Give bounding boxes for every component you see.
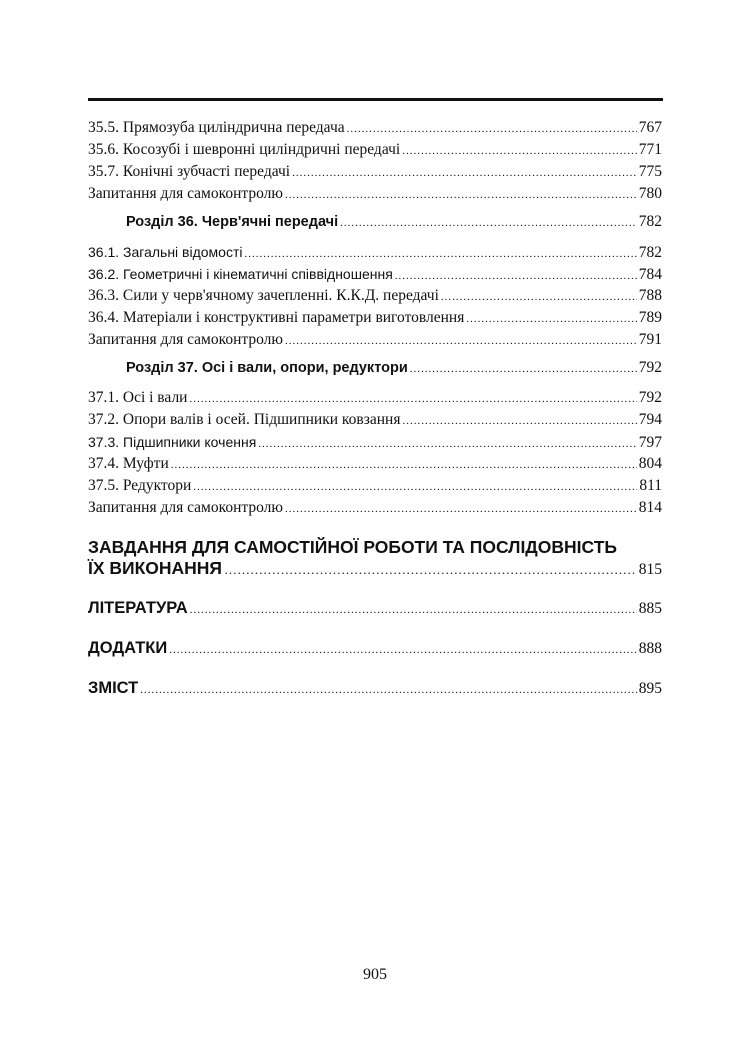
dot-leader bbox=[258, 433, 636, 455]
toc-major-tasks[interactable] bbox=[88, 537, 662, 579]
toc-section-36[interactable] bbox=[88, 211, 662, 233]
toc-entry-37-1[interactable] bbox=[88, 387, 662, 409]
major-contents-page: 895 bbox=[638, 680, 662, 697]
major-contents-title: ЗМІСТ bbox=[88, 679, 139, 697]
toc-entry-page: 791 bbox=[638, 331, 662, 348]
toc-entry-title: 37.5. Редуктори bbox=[88, 477, 192, 494]
toc-entry-page: 811 bbox=[639, 477, 662, 494]
toc-group-37 bbox=[88, 387, 662, 519]
section-page: 792 bbox=[638, 359, 662, 376]
dot-leader bbox=[245, 243, 637, 265]
section-title: Розділ 36. Черв'ячні передачі bbox=[126, 214, 339, 230]
table-of-contents bbox=[88, 117, 662, 699]
major-tasks-title-line1: ЗАВДАННЯ ДЛЯ САМОСТІЙНОЇ РОБОТИ ТА ПОСЛІДОВНІСТЬ bbox=[88, 537, 617, 557]
dot-leader bbox=[193, 476, 637, 498]
toc-entry-37-questions[interactable] bbox=[88, 497, 662, 519]
dot-leader bbox=[347, 118, 637, 140]
toc-entry-page: 797 bbox=[638, 434, 662, 451]
toc-major-literature[interactable] bbox=[88, 597, 662, 619]
dot-leader bbox=[395, 265, 637, 287]
page-number: 905 bbox=[363, 966, 387, 983]
toc-entry-page: 792 bbox=[638, 389, 662, 406]
toc-entry-title: 37.2. Опори валів і осей. Підшипники ковзання bbox=[88, 411, 401, 428]
toc-entry-page: 814 bbox=[638, 499, 662, 516]
toc-entry-page: 804 bbox=[638, 455, 662, 472]
dot-leader bbox=[285, 498, 637, 520]
dot-leader bbox=[402, 410, 636, 432]
toc-entry-35-7[interactable] bbox=[88, 161, 662, 183]
toc-entry-title: 35.6. Косозубі і шевронні циліндричні передачі bbox=[88, 141, 401, 158]
toc-entry-page: 782 bbox=[638, 244, 662, 261]
toc-entry-page: 789 bbox=[638, 309, 662, 326]
toc-entry-35-6[interactable] bbox=[88, 139, 662, 161]
toc-entry-37-4[interactable] bbox=[88, 453, 662, 475]
toc-entry-title: 35.7. Конічні зубчасті передачі bbox=[88, 163, 291, 180]
toc-group-36 bbox=[88, 241, 662, 351]
toc-entry-title: 37.1. Осі і вали bbox=[88, 389, 188, 406]
toc-entry-36-4[interactable] bbox=[88, 307, 662, 329]
toc-entry-36-questions[interactable] bbox=[88, 329, 662, 351]
dot-leader bbox=[189, 388, 636, 410]
dot-leader bbox=[171, 454, 637, 476]
toc-entry-title: 35.5. Прямозуба циліндрична передача bbox=[88, 119, 345, 136]
major-tasks-line2 bbox=[88, 557, 662, 579]
toc-entry-title: 36.2. Геометричні і кінематичні співвідношення bbox=[88, 266, 393, 282]
toc-group-35 bbox=[88, 117, 662, 205]
dot-leader bbox=[190, 599, 637, 621]
major-literature-page: 885 bbox=[638, 600, 662, 617]
toc-entry-title: 37.4. Муфти bbox=[88, 455, 169, 472]
major-literature-title: ЛІТЕРАТУРА bbox=[88, 599, 188, 617]
toc-entry-page: 771 bbox=[638, 141, 662, 158]
dot-leader bbox=[340, 212, 637, 234]
toc-entry-title: 37.3. Підшипники кочення bbox=[88, 434, 257, 450]
toc-entry-title: Запитання для самоконтролю bbox=[88, 331, 283, 348]
ellipsis-leader bbox=[224, 559, 637, 581]
toc-entry-37-2[interactable] bbox=[88, 409, 662, 431]
toc-entry-title: Запитання для самоконтролю bbox=[88, 499, 283, 516]
toc-entry-title: 36.3. Сили у черв'ячному зачепленні. К.К.Д. передачі bbox=[88, 287, 439, 304]
dot-leader bbox=[140, 679, 637, 701]
toc-entry-page: 780 bbox=[638, 185, 662, 202]
toc-entry-title: 36.1. Загальні відомості bbox=[88, 244, 243, 260]
toc-entry-37-5[interactable] bbox=[88, 475, 662, 497]
dot-leader bbox=[292, 162, 637, 184]
toc-entry-37-3[interactable] bbox=[88, 431, 662, 453]
dot-leader bbox=[285, 330, 637, 352]
toc-section-37[interactable] bbox=[88, 357, 662, 379]
major-appendix-page: 888 bbox=[638, 640, 662, 657]
toc-entry-page: 775 bbox=[638, 163, 662, 180]
section-page: 782 bbox=[638, 213, 662, 230]
dot-leader bbox=[169, 639, 637, 661]
dot-leader bbox=[410, 358, 637, 380]
toc-entry-page: 784 bbox=[638, 266, 662, 283]
dot-leader bbox=[402, 140, 637, 162]
toc-entry-title: Запитання для самоконтролю bbox=[88, 185, 283, 202]
dot-leader bbox=[441, 286, 637, 308]
toc-entry-35-questions[interactable] bbox=[88, 183, 662, 205]
section-title: Розділ 37. Осі і вали, опори, редуктори bbox=[126, 360, 408, 376]
toc-entry-page: 794 bbox=[638, 411, 662, 428]
toc-entry-page: 788 bbox=[638, 287, 662, 304]
toc-entry-title: 36.4. Матеріали і конструктивні параметри виготовлення bbox=[88, 309, 465, 326]
toc-major-appendix[interactable] bbox=[88, 637, 662, 659]
dot-leader bbox=[466, 308, 636, 330]
toc-entry-36-1[interactable] bbox=[88, 241, 662, 263]
major-tasks-page: 815 bbox=[638, 561, 662, 578]
toc-entry-35-5[interactable] bbox=[88, 117, 662, 139]
toc-entry-36-2[interactable] bbox=[88, 263, 662, 285]
top-rule bbox=[88, 98, 663, 101]
toc-major-contents[interactable] bbox=[88, 677, 662, 699]
toc-entry-36-3[interactable] bbox=[88, 285, 662, 307]
dot-leader bbox=[285, 184, 637, 206]
major-appendix-title: ДОДАТКИ bbox=[88, 639, 168, 657]
toc-entry-page: 767 bbox=[638, 119, 662, 136]
major-tasks-title-line2: ЇХ ВИКОНАННЯ bbox=[88, 558, 223, 578]
